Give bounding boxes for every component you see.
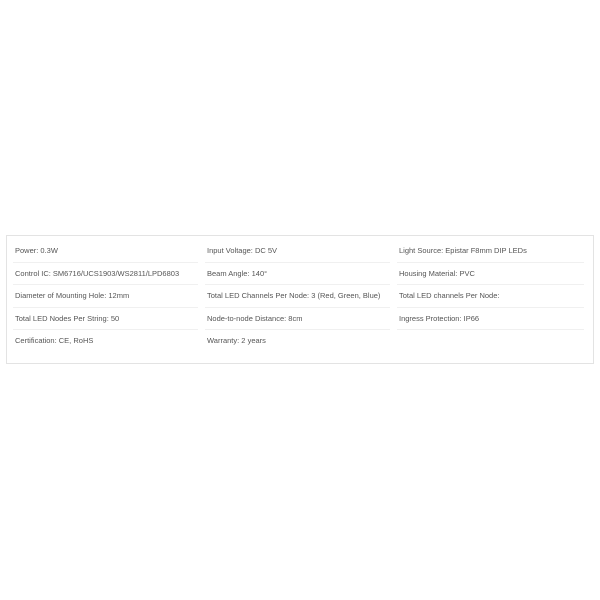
spec-power: Power: 0.3W xyxy=(13,240,198,263)
spec-led-channels-per-node: Total LED Channels Per Node: 3 (Red, Green, Blue) xyxy=(205,285,390,308)
spec-warranty: Warranty: 2 years xyxy=(207,336,266,345)
spec-mounting-hole-diameter: Diameter of Mounting Hole: 12mm xyxy=(13,285,198,308)
spec-led-nodes-per-string: Total LED Nodes Per String: 50 xyxy=(13,308,198,331)
spec-beam-angle: Beam Angle: 140° xyxy=(205,263,390,286)
spec-node-distance: Node-to-node Distance: 8cm xyxy=(205,308,390,331)
spec-light-source: Light Source: Epistar F8mm DIP LEDs xyxy=(397,240,584,263)
specifications-grid xyxy=(13,240,589,353)
spec-housing-material: Housing Material: PVC xyxy=(397,263,584,286)
specifications-panel xyxy=(6,235,594,364)
spec-input-voltage: Input Voltage: DC 5V xyxy=(205,240,390,263)
spec-led-channels-per-node-alt: Total LED channels Per Node: xyxy=(397,285,584,308)
spec-certification: Certification: CE, RoHS xyxy=(15,336,94,345)
spec-ingress-protection: Ingress Protection: IP66 xyxy=(397,308,584,331)
spec-control-ic: Control IC: SM6716/UCS1903/WS2811/LPD6803 xyxy=(13,263,198,286)
spec-empty-cell xyxy=(397,330,584,353)
